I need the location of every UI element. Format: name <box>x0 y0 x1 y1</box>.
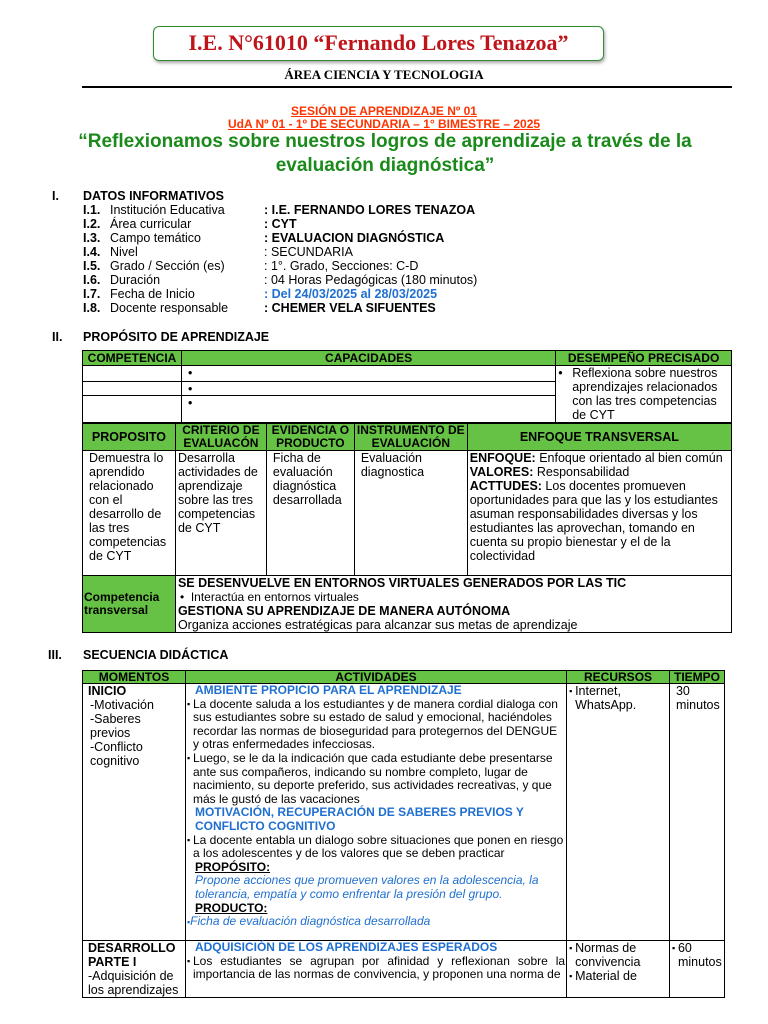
info-row: I.1. Institución Educativa : I.E. FERNANDO LORES TENAZOA <box>83 203 476 217</box>
competencia-cell <box>83 366 182 423</box>
desarrollo-title: DESARROLLO PARTE I <box>88 941 176 969</box>
header-momentos: MOMENTOS <box>83 671 186 684</box>
proposito-text-italic: Propone acciones que promueven valores en la adolescencia, la tolerancia, empatía y como enfrentar la presión del grupo. <box>194 873 539 901</box>
header-desempeno: DESEMPEÑO PRECISADO <box>556 351 732 366</box>
main-title: “Reflexionamos sobre nuestros logros de aprendizaje a través de la evaluación diagnóstica” <box>78 131 692 176</box>
proposito-table <box>82 350 732 423</box>
inicio-actividades <box>185 684 566 941</box>
momento-item: -Saberes previos <box>90 712 141 740</box>
capacidad-bullet: • <box>182 382 555 396</box>
ambiente-subtitle: AMBIENTE PROPICIO PARA EL APRENDIZAJE <box>194 683 462 697</box>
motivacion-subtitle: MOTIVACIÓN, RECUPERACIÓN DE SABERES PREVIOS Y CONFLICTO COGNITIVO <box>194 805 524 833</box>
info-row: I.5. Grado / Sección (es) : 1°. Grado, Secciones: C-D <box>83 259 419 273</box>
adquisicion-subtitle: ADQUISICIÓN DE LOS APRENDIZAJES ESPERADOS <box>194 940 498 954</box>
section2-number: II. <box>52 330 63 344</box>
header-evidencia: EVIDENCIA O PRODUCTO <box>266 424 354 451</box>
section1-number: I. <box>52 189 59 203</box>
ct1-title: SE DESENVUELVE EN ENTORNOS VIRTUALES GENERADOS POR LAS TIC <box>177 576 627 590</box>
section2-title: PROPÓSITO DE APRENDIZAJE <box>83 330 270 344</box>
desarrollo-tiempo: ▪ 60 minutos <box>669 941 724 998</box>
desarrollo-cell <box>83 941 186 998</box>
inicio-tiempo: 30 minutos <box>669 684 724 941</box>
competencia-transversal-label: Competencia transversal <box>83 576 176 633</box>
desarrollo-actividades <box>185 941 566 998</box>
info-row: I.8. Docente responsable : CHEMER VELA SIFUENTES <box>83 301 436 315</box>
capacidades-cell <box>181 366 555 423</box>
ct2-text: Organiza acciones estratégicas para alcanzar sus metas de aprendizaje <box>177 618 578 632</box>
ct2-title: GESTIONA SU APRENDIZAJE DE MANERA AUTÓNOMA <box>177 604 511 618</box>
activity-item: ▪ La docente entabla un dialogo sobre situaciones que ponen en riesgo a los adolescentes y de los valores que se deben practicar <box>186 832 564 861</box>
section3-title: SECUENCIA DIDÁCTICA <box>83 648 229 662</box>
header-capacidades: CAPACIDADES <box>181 351 555 366</box>
info-row: I.4. Nivel : SECUNDARIA <box>83 245 353 259</box>
desempeno-text: Reflexiona sobre nuestros aprendizajes relacionados con las tres competencias de CYT <box>572 366 718 422</box>
session-number: SESIÓN DE APRENDIZAJE Nº 01 <box>291 104 477 118</box>
instrumento-text: Evaluación diagnostica <box>354 451 467 576</box>
secuencia-table <box>82 670 725 998</box>
activity-item: ▪ Luego, se le da la indicación que cada estudiante debe presentarse ante sus compañeros, indicando su nombre completo, lugar de nacimiento, su deporte preferido, sus actividades recreativas, y que más le gustó de las vacaciones <box>186 750 553 806</box>
desarrollo-recursos: ▪ Normas de convivencia ▪ Material de <box>567 941 670 998</box>
info-row: I.6. Duración : 04 Horas Pedagógicas (180 minutos) <box>83 273 478 287</box>
ct1-bullet: • Interactúa en entornos virtuales <box>179 590 359 604</box>
desempeno-cell: • Reflexiona sobre nuestros aprendizajes relacionados con las tres competencias de CYT <box>556 366 732 423</box>
header-recursos: RECURSOS <box>567 671 670 684</box>
datos-informativos <box>83 203 733 315</box>
header-divider <box>82 86 732 88</box>
school-title: I.E. N°61010 “Fernando Lores Tenazoa” <box>188 30 569 55</box>
inicio-title: INICIO <box>88 684 127 698</box>
header-criterio: CRITERIO DE EVALUACÓN <box>175 424 266 451</box>
uda-line: UdA Nº 01 - 1º DE SECUNDARIA – 1° BIMESTRE – 2025 <box>227 117 541 131</box>
evaluacion-table <box>82 423 732 633</box>
school-title-box <box>153 26 604 61</box>
momento-item: -Conflicto cognitivo <box>90 740 143 768</box>
producto-label: PRODUCTO: <box>194 900 268 915</box>
competencia-transversal-cell <box>175 576 731 633</box>
header-enfoque: ENFOQUE TRANSVERSAL <box>467 424 731 451</box>
info-row: I.2. Área curricular : CYT <box>83 217 297 231</box>
info-row: I.3. Campo temático : EVALUACION DIAGNÓSTICA <box>83 231 445 245</box>
section1-title: DATOS INFORMATIVOS <box>83 189 224 203</box>
proposito-text: Demuestra lo aprendido relacionado con el desarrollo de las tres competencias de CYT <box>83 451 176 576</box>
header-competencia: COMPETENCIA <box>83 351 182 366</box>
inicio-recursos: ▪ Internet, WhatsApp. <box>567 684 670 941</box>
capacidad-bullet: • <box>182 366 555 382</box>
section3-number: III. <box>48 648 62 662</box>
producto-text: ▪Ficha de evaluación diagnóstica desarrollada <box>186 914 431 929</box>
header-proposito: PROPOSITO <box>83 424 176 451</box>
header-instrumento: INSTRUMENTO DE EVALUACIÓN <box>354 424 467 451</box>
criterio-text: Desarrolla actividades de aprendizaje sobre las tres competencias de CYT <box>175 451 266 576</box>
info-row: I.7. Fecha de Inicio : Del 24/03/2025 al 28/03/2025 <box>83 287 438 301</box>
evidencia-text: Ficha de evaluación diagnóstica desarrollada <box>266 451 354 576</box>
momento-item: -Adquisición de los aprendizajes <box>88 969 179 997</box>
capacidad-bullet: • <box>187 396 193 410</box>
enfoque-cell: ENFOQUE: Enfoque orientado al bien común VALORES: Responsabilidad ACTTUDES: Los docentes promueven oportunidades para que las y los estudiantes asuman responsabilidades diversas y los estudiantes las aprovechan, tomando en cuenta su propio bienestar y el de la colectividad <box>467 451 731 576</box>
header-tiempo: TIEMPO <box>669 671 724 684</box>
proposito-label: PROPÓSITO: <box>194 859 271 874</box>
momento-item: -Motivación <box>90 698 154 712</box>
activity-item: ▪ La docente saluda a los estudiantes y de manera cordial dialoga con sus estudiantes sobre su estado de salud y emocional, haciéndoles recordar las normas de bioseguridad para protegernos del DENGUE y otras enfermedades infecciosas. <box>186 696 558 752</box>
header-actividades: ACTIVIDADES <box>185 671 566 684</box>
activity-item: ▪ Los estudiantes se agrupan por afinidad y reflexionan sobre la importancia de las normas de convivencia, y proponen una norma de <box>186 953 566 982</box>
inicio-cell <box>83 684 186 941</box>
area-title: ÁREA CIENCIA Y TECNOLOGIA <box>284 67 484 82</box>
